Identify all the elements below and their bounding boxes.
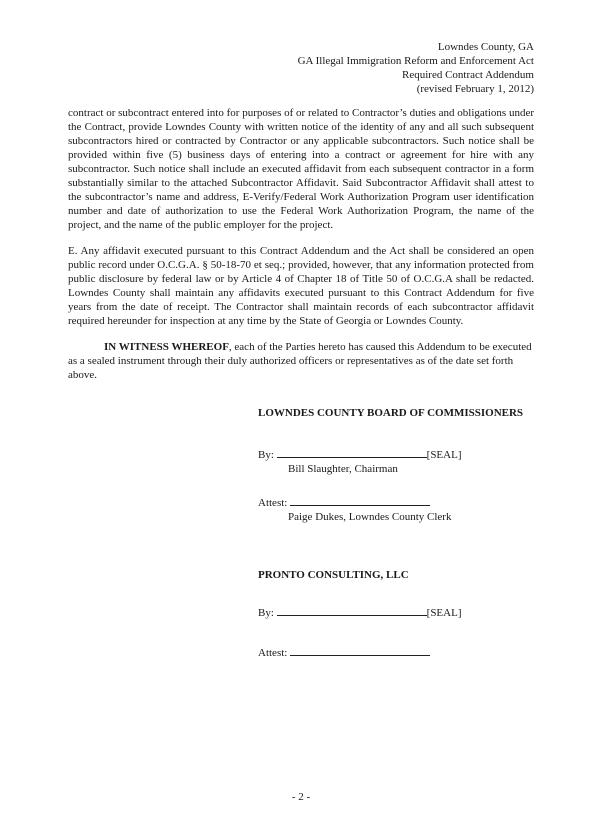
text-line: the subcontractor’s name and address, E-Verify/Federal Work Authorization Program user identification bbox=[68, 191, 534, 203]
county-attest-name: Paige Dukes, Lowndes County Clerk bbox=[288, 511, 452, 523]
seal-label: [SEAL] bbox=[426, 607, 462, 619]
attest-signature-line[interactable] bbox=[290, 494, 430, 506]
header-line: Required Contract Addendum bbox=[402, 69, 534, 81]
text-line: from the date of receipt. The Contractor shall maintain records of each subcontractor affidavit required bbox=[68, 301, 535, 327]
attest-label: Attest: bbox=[258, 647, 288, 659]
county-heading: LOWNDES COUNTY BOARD OF COMMISSIONERS bbox=[258, 407, 524, 419]
text-line: public disclosure by federal law or by Article 4 of Chapter 18 of Title 50 of O.C.G.A shall be redacted. bbox=[68, 273, 534, 285]
text-line: the Contract, provide Lowndes County with written notice of the identity of any and all such subsequent bbox=[68, 121, 534, 133]
page-number: - 2 - bbox=[291, 791, 311, 803]
text-line: Lowndes County shall maintain any affidavits executed pursuant to this Contract Addendum for five years bbox=[68, 287, 534, 313]
document-header bbox=[68, 40, 534, 96]
header-line: Lowndes County, GA bbox=[437, 41, 534, 53]
by-label: By: bbox=[258, 449, 274, 461]
signature-line[interactable] bbox=[277, 446, 427, 458]
text-line: substantially similar to the attached Subcontractor Affidavit. Said Subcontractor Affidavit shall attest to bbox=[68, 177, 534, 189]
witness-text: as a sealed instrument through their duly authorized officers or representatives as of the date set forth bbox=[68, 355, 514, 367]
text-line: hereunder for inspection at any time by the State of Georgia or Lowndes County. bbox=[107, 315, 464, 327]
header-line: (revised February 1, 2012) bbox=[416, 83, 534, 95]
text-line: subcontractor. Such notice shall include an executed affidavit from each subsequent contractor in a form bbox=[68, 163, 534, 175]
seal-label: [SEAL] bbox=[426, 449, 462, 461]
paragraph-d-continued bbox=[68, 106, 534, 232]
text-line: contract or subcontract entered into for purposes of or related to Contractor’s duties and obligations under bbox=[68, 107, 534, 119]
county-by-line bbox=[258, 446, 534, 462]
by-label: By: bbox=[258, 607, 274, 619]
contractor-by-line bbox=[258, 604, 534, 620]
attest-signature-line[interactable] bbox=[290, 644, 430, 656]
witness-text: , each of the Parties hereto has caused this Addendum to be executed bbox=[228, 341, 532, 353]
text-line: provided within five (5) business days of entering into a contract or agreement for hire with any bbox=[68, 149, 534, 161]
attest-label: Attest: bbox=[258, 497, 288, 509]
contractor-heading: PRONTO CONSULTING, LLC bbox=[258, 569, 409, 581]
text-line: subcontractors hired or contracted by Contractor or any applicable subcontractors. Such notice shall be bbox=[68, 135, 534, 147]
text-line: E. Any affidavit executed pursuant to this Contract Addendum and the Act shall be considered an open bbox=[68, 245, 534, 257]
contractor-attest-line bbox=[258, 644, 534, 660]
text-line: and the name of the public employer for the project. bbox=[104, 219, 334, 231]
witness-bold: IN WITNESS WHEREOF bbox=[104, 341, 229, 353]
header-line: GA Illegal Immigration Reform and Enforcement Act bbox=[297, 55, 534, 67]
witness-text: above. bbox=[68, 369, 98, 381]
county-signer-name: Bill Slaughter, Chairman bbox=[288, 463, 398, 475]
witness-clause bbox=[68, 340, 534, 382]
text-line: public record under O.C.G.A. § 50-18-70 et seq.; provided, however, that any information protected from bbox=[68, 259, 534, 271]
county-attest-line bbox=[258, 494, 534, 510]
paragraph-e bbox=[68, 244, 534, 328]
text-line: number and date of authorization to use the Federal Work Authorization Program, the name of the project, bbox=[68, 205, 534, 231]
signature-line[interactable] bbox=[277, 604, 427, 616]
